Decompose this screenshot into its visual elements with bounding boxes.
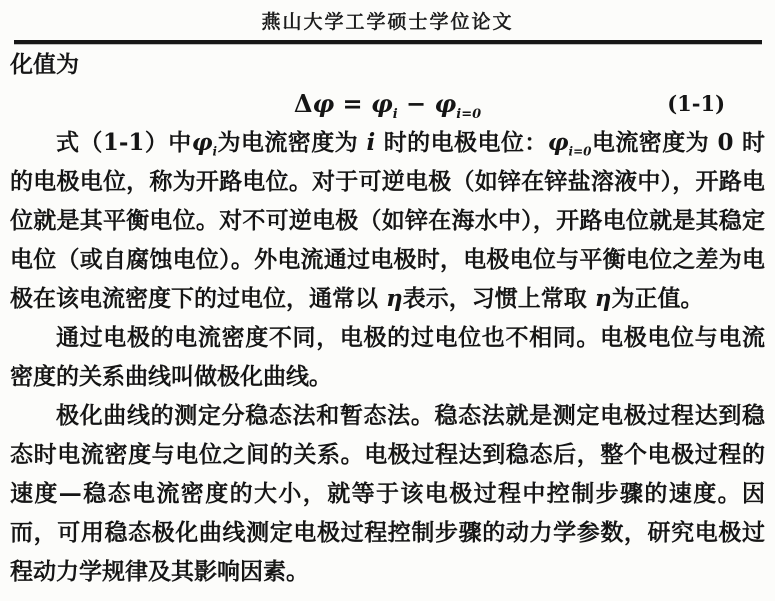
eta-symbol: η	[386, 285, 403, 312]
current-density-i-symbol: i	[366, 129, 376, 156]
equation-row	[10, 84, 765, 123]
p1-text: 电流密度为 0 时的电极电位，称为开路电位。对于可逆电极（如锌在锌盐溶液中），开路电位就是其平衡电位。对不可逆电极（如锌在海水中），开路电位就是其稳定电位（或自腐蚀电位）。外电流通过电极时，电极电位与平衡电位之差为电极在该电流密度下的过电位，通常以	[10, 129, 765, 312]
phi-i0-symbol: $\varphi_{i=0}$	[547, 129, 592, 159]
equation-1-1: $\Delta\varphi = \varphi_i - \varphi_{i=0}$	[293, 89, 482, 122]
p1-text: 为电流密度为	[217, 129, 367, 156]
header-rule	[14, 40, 762, 44]
p1-text: 时的电极电位：	[375, 129, 548, 156]
paragraph-2: 通过电极的电流密度不同，电极的过电位也不相同。电极电位与电流密度的关系曲线叫做极化曲线。	[10, 324, 765, 390]
phi-i-symbol: $\varphi_i$	[191, 129, 218, 159]
equation-number: (1-1)	[667, 91, 725, 116]
paragraph-3: 极化曲线的测定分稳态法和暂态法。稳态法就是测定电极过程达到稳态时电流密度与电位之间的关系。电极过程达到稳态后，整个电极过程的速度—稳态电流密度的大小，就等于该电极过程中控制步骤的速度。因而，可用稳态极化曲线测定电极过程控制步骤的动力学参数，研究电极过程动力学规律及其影响因素。	[10, 402, 765, 585]
p1-text: 为正值。	[611, 285, 704, 312]
continuation-line: 化值为	[10, 51, 79, 78]
eta-symbol: η	[594, 285, 612, 312]
page-header-title: 燕山大学工学硕士学位论文	[261, 11, 514, 33]
paragraph-1	[10, 123, 765, 318]
p1-text: 式（1-1）中	[56, 129, 192, 156]
page-content	[10, 45, 765, 591]
p1-text: 表示，习惯上常取	[402, 285, 595, 312]
